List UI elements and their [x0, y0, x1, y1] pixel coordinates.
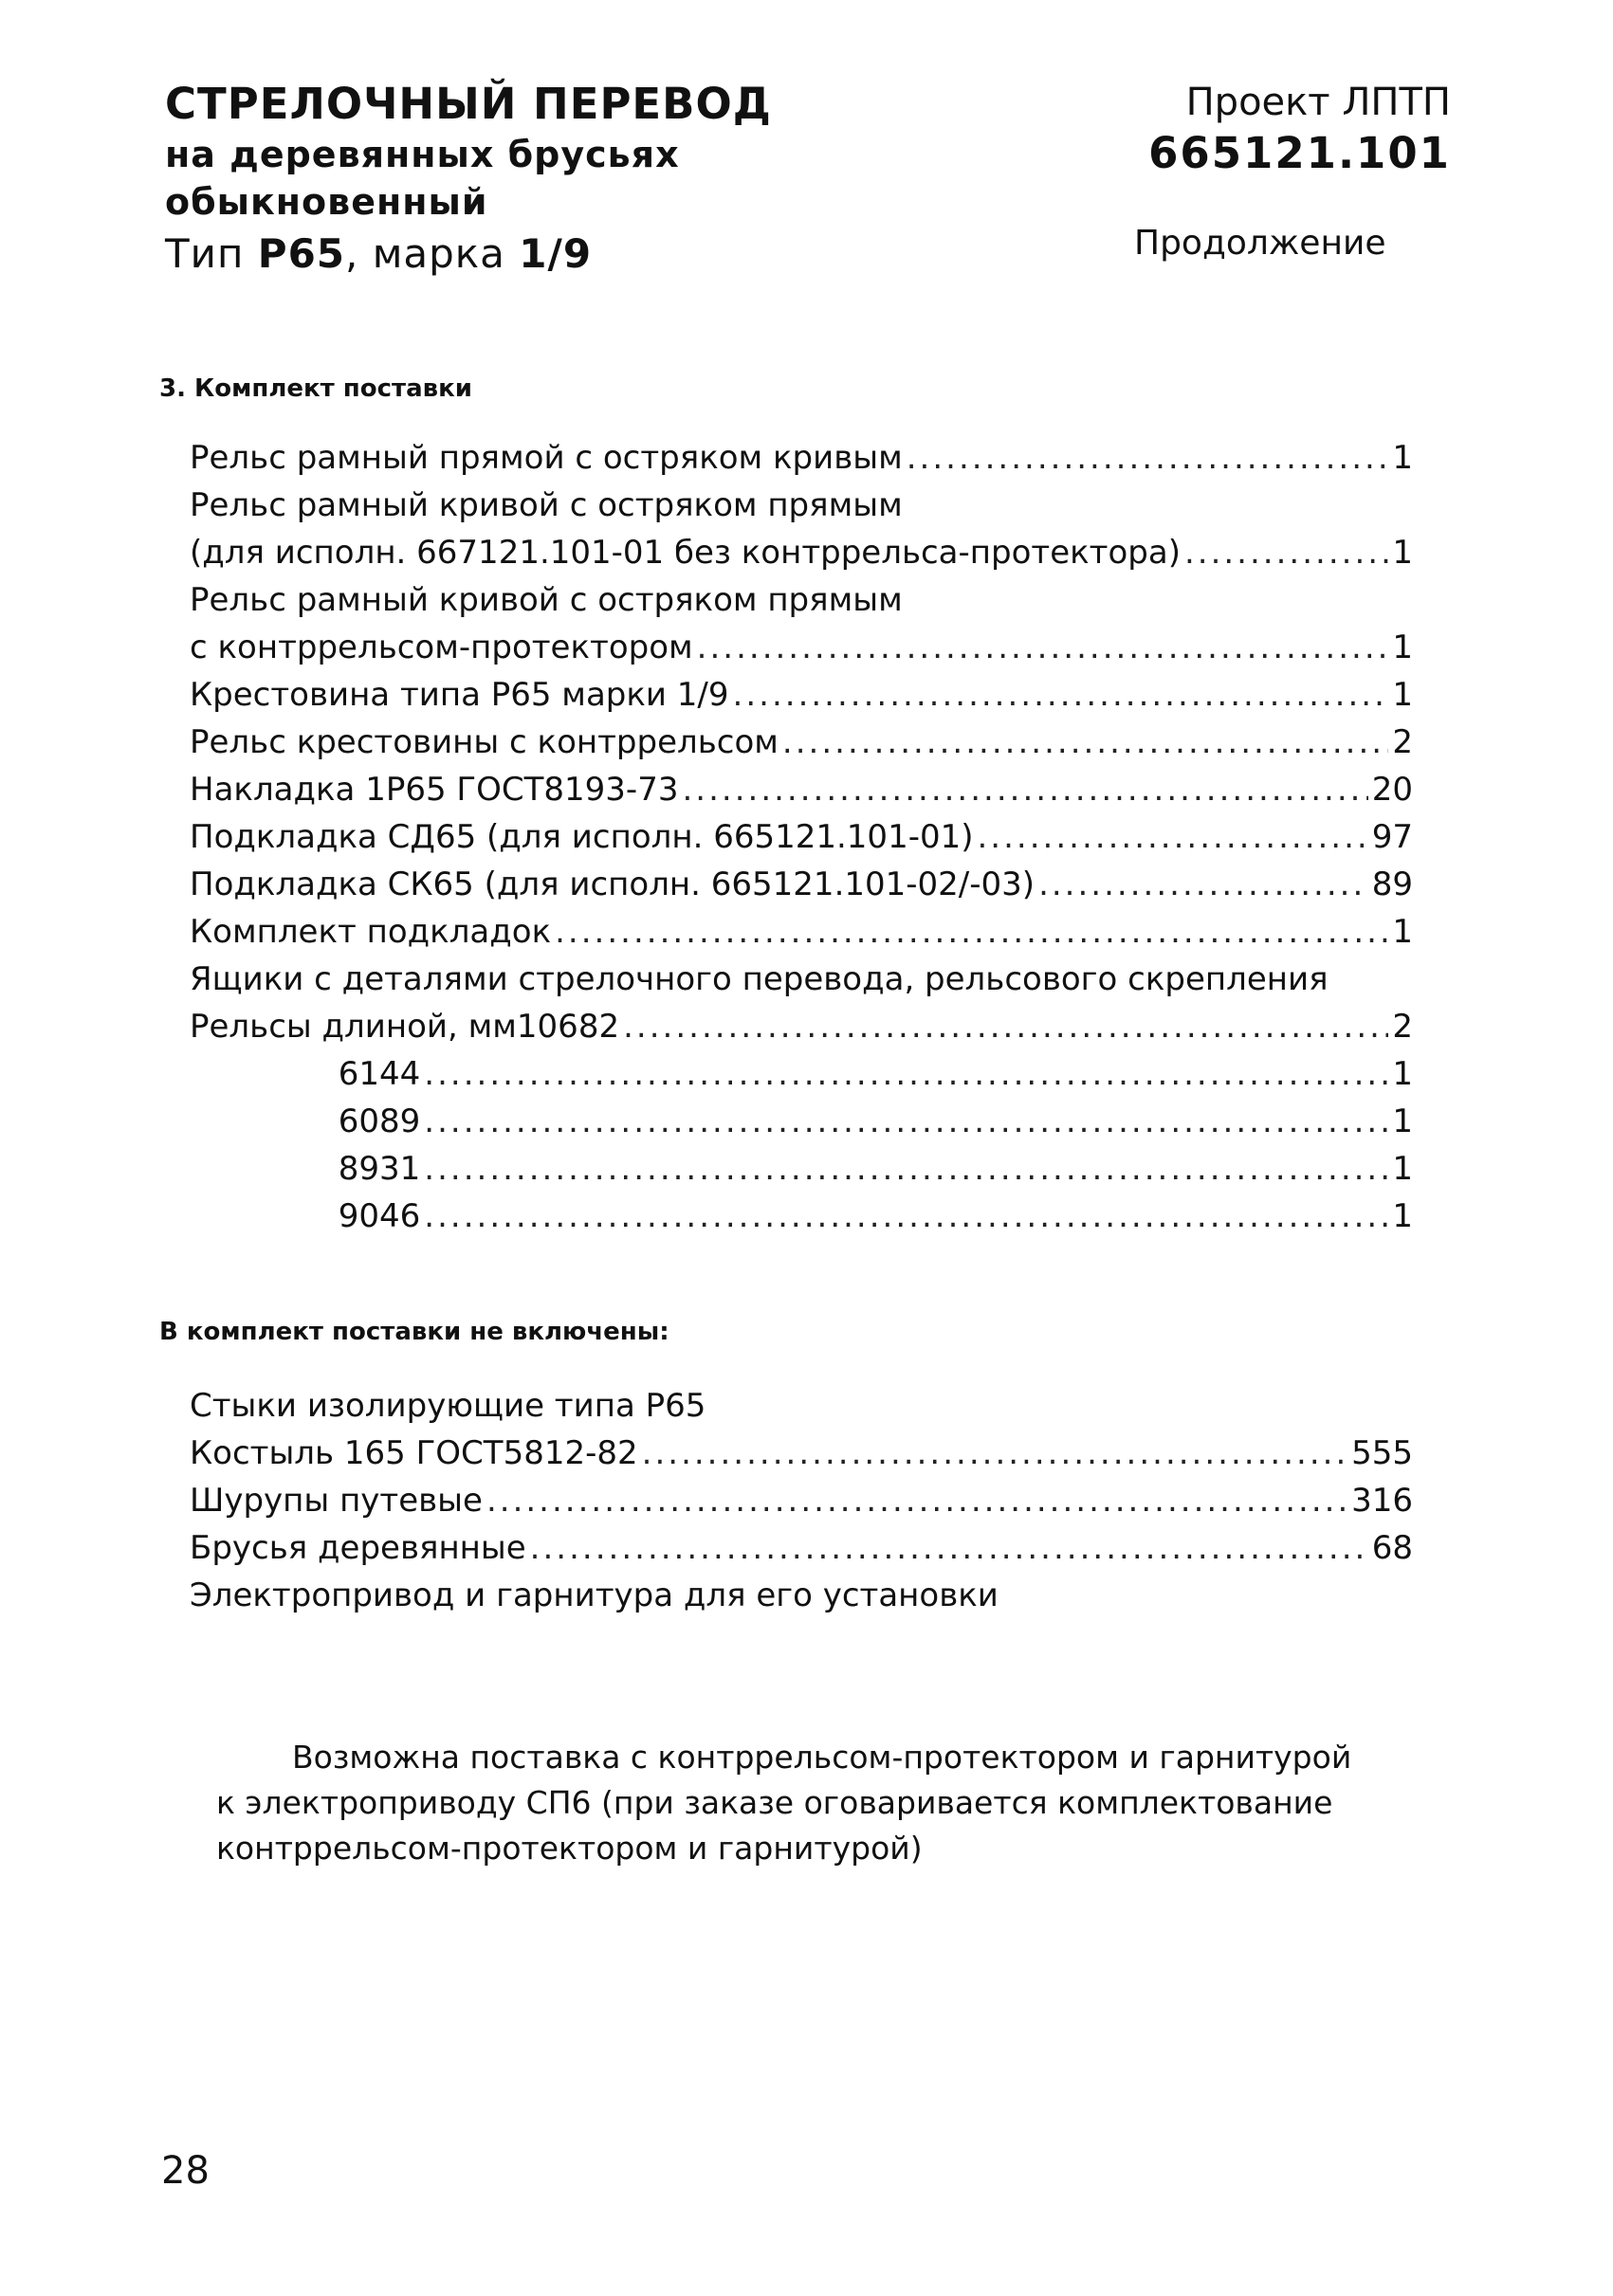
list-item [190, 1382, 1413, 1430]
list-item [190, 434, 1413, 482]
leader-dots [486, 1477, 1347, 1524]
item-label: Рельс рамный кривой с остряком прямым [190, 486, 903, 524]
rail-length: 8931 [338, 1150, 421, 1188]
item-qty: 555 [1351, 1434, 1413, 1472]
item-label: Рельс рамный кривой с остряком прямым [190, 581, 903, 619]
excluded-section-heading: В комплект поставки не включены: [159, 1318, 669, 1346]
note-line-2: к электроприводу СП6 (при заказе оговаривается комплектование [216, 1784, 1333, 1821]
item-label: Комплект подкладок [190, 913, 552, 951]
rail-length: 9046 [338, 1197, 421, 1235]
leader-dots [424, 1193, 1388, 1240]
list-item [190, 576, 1413, 624]
delivery-note [216, 1735, 1392, 1871]
list-item [190, 908, 1413, 956]
item-label: (для исполн. 667121.101-01 без контррельса-протектора) [190, 534, 1181, 572]
list-item [190, 766, 1413, 813]
leader-dots [907, 434, 1389, 482]
item-qty: 1 [1392, 629, 1413, 666]
supply-section-heading: 3. Комплект поставки [159, 374, 472, 403]
type-prefix: Тип [165, 230, 245, 277]
project-label: Проект ЛПТП [1185, 81, 1451, 124]
list-item [190, 1524, 1413, 1572]
leader-dots [555, 908, 1388, 956]
continuation-label: Продолжение [1134, 224, 1386, 263]
item-qty: 1 [1392, 534, 1413, 572]
rail-length-row [190, 1145, 1413, 1193]
mark-prefix: , марка [345, 230, 505, 277]
item-label: Брусья деревянные [190, 1529, 526, 1567]
leader-dots [424, 1145, 1388, 1193]
list-item [190, 1430, 1413, 1477]
rail-qty: 2 [1392, 1008, 1413, 1046]
list-item [190, 1572, 1413, 1619]
item-label: Накладка 1Р65 ГОСТ8193-73 [190, 771, 679, 809]
note-line-1: Возможна поставка с контррельсом-протектором и гарнитурой [292, 1739, 1352, 1776]
type-mark-line [165, 226, 943, 282]
rail-length: 10682 [516, 1008, 620, 1046]
list-item [190, 671, 1413, 719]
leader-dots [623, 1003, 1388, 1050]
item-label: Стыки изолирующие типа Р65 [190, 1387, 706, 1425]
item-label: Шурупы путевые [190, 1482, 483, 1520]
rail-length: 6089 [338, 1102, 421, 1140]
rail-length: 6144 [338, 1055, 421, 1093]
rail-qty: 1 [1392, 1197, 1413, 1235]
list-item [190, 624, 1413, 671]
item-label: Рельс крестовины с контррельсом [190, 723, 779, 761]
rail-qty: 1 [1392, 1102, 1413, 1140]
project-block [1091, 78, 1451, 180]
rail-length-row [190, 1098, 1413, 1145]
leader-dots [642, 1430, 1347, 1477]
mark-value: 1/9 [519, 230, 593, 277]
item-qty: 20 [1371, 771, 1413, 809]
rail-length-row [190, 1193, 1413, 1240]
item-label: Электропривод и гарнитура для его установки [190, 1576, 999, 1614]
item-qty: 1 [1392, 439, 1413, 477]
item-label: Подкладка СК65 (для исполн. 665121.101-02/-03) [190, 866, 1036, 903]
item-qty: 1 [1392, 913, 1413, 951]
rail-length-row [190, 1003, 1413, 1050]
list-item [190, 719, 1413, 766]
rail-qty: 1 [1392, 1150, 1413, 1188]
title-line-1: СТРЕЛОЧНЫЙ ПЕРЕВОД [165, 79, 772, 129]
title-line-2: на деревянных брусьях [165, 134, 680, 175]
item-qty: 68 [1371, 1529, 1413, 1567]
document-title [165, 78, 943, 282]
item-label: Костыль 165 ГОСТ5812-82 [190, 1434, 638, 1472]
leader-dots [782, 719, 1388, 766]
excluded-list [190, 1382, 1413, 1619]
page-number: 28 [161, 2149, 210, 2193]
leader-dots [978, 813, 1368, 861]
item-qty: 97 [1371, 818, 1413, 856]
item-qty: 2 [1392, 723, 1413, 761]
leader-dots [1184, 529, 1388, 576]
leader-dots [733, 671, 1389, 719]
item-label: Ящики с деталями стрелочного перевода, рельсового скрепления [190, 960, 1329, 998]
list-item [190, 861, 1413, 908]
item-label: Рельс рамный прямой с остряком кривым [190, 439, 903, 477]
list-item [190, 482, 1413, 529]
list-item [190, 529, 1413, 576]
list-item [190, 813, 1413, 861]
leader-dots [697, 624, 1389, 671]
leader-dots [424, 1098, 1388, 1145]
item-label: с контррельсом-протектором [190, 629, 693, 666]
item-qty: 316 [1351, 1482, 1413, 1520]
title-line-3: обыкновенный [165, 181, 488, 223]
rail-length-row [190, 1050, 1413, 1098]
leader-dots [424, 1050, 1388, 1098]
supply-list [190, 434, 1413, 1240]
note-line-3: контррельсом-протектором и гарнитурой) [216, 1830, 923, 1867]
type-value: Р65 [257, 230, 346, 277]
leader-dots [530, 1524, 1368, 1572]
item-qty: 1 [1392, 676, 1413, 714]
item-qty: 89 [1371, 866, 1413, 903]
leader-dots [682, 766, 1367, 813]
project-number: 665121.101 [1148, 128, 1451, 178]
leader-dots [1038, 861, 1368, 908]
rails-label: Рельсы длиной, мм [190, 1008, 517, 1046]
item-label: Крестовина типа Р65 марки 1/9 [190, 676, 729, 714]
item-label: Подкладка СД65 (для исполн. 665121.101-01) [190, 818, 974, 856]
rail-qty: 1 [1392, 1055, 1413, 1093]
list-item [190, 1477, 1413, 1524]
list-item [190, 956, 1413, 1003]
